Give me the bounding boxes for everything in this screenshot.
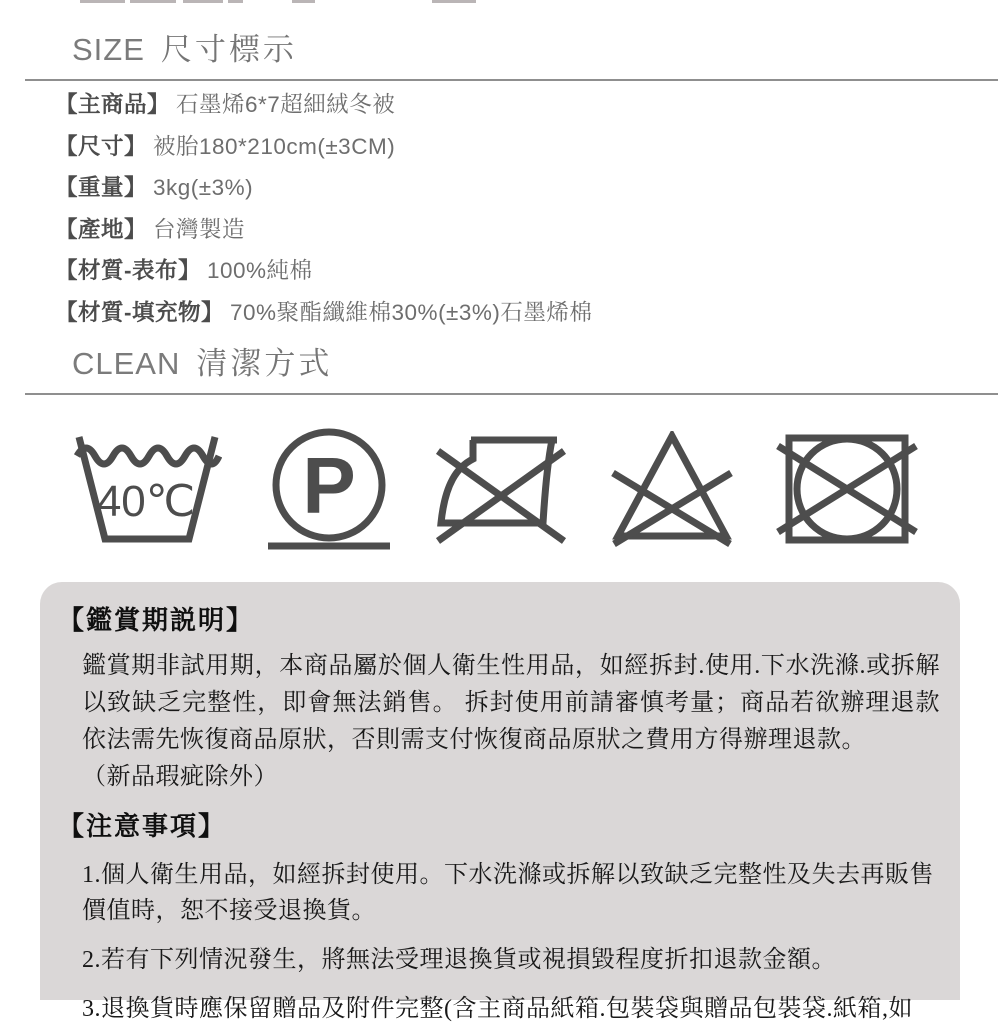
spec-label: 【材質-填充物】 bbox=[55, 299, 224, 325]
appreciation-period-body: 鑑賞期非試用期，本商品屬於個人衛生性用品，如經拆封.使用.下水洗滌.或拆解以致缺乏完整性，即會無法銷售。 拆封使用前請審慎考量；商品若欲辦理退款依法需先恢復商品原狀，否則需支付恢復商品原狀之費用方得辦理退款。 bbox=[82, 653, 940, 753]
clean-section-divider bbox=[25, 393, 998, 395]
spec-row-origin bbox=[55, 209, 975, 251]
spec-label: 【材質-表布】 bbox=[55, 258, 201, 283]
dry-clean-p-underline-icon bbox=[266, 427, 392, 551]
laundry-care-icons bbox=[70, 424, 918, 554]
size-title-zh: 尺寸標示 bbox=[160, 32, 297, 67]
spec-label: 【重量】 bbox=[55, 175, 148, 200]
spec-label: 【尺寸】 bbox=[55, 133, 148, 159]
clean-title-zh: 清潔方式 bbox=[196, 346, 333, 381]
spec-row-material-cover bbox=[55, 250, 975, 292]
spec-value: 台灣製造 bbox=[153, 216, 246, 242]
spec-row-main-product bbox=[55, 84, 975, 126]
clean-title-en: CLEAN bbox=[72, 346, 181, 381]
size-section-title bbox=[72, 24, 1000, 69]
precaution-item-3: 3.退換貨時應保留贈品及附件完整(含主商品紙箱.包裝袋與贈品包裝袋.紙箱,如 bbox=[82, 996, 913, 1022]
clean-section bbox=[0, 338, 1000, 395]
spec-label: 【主商品】 bbox=[55, 92, 171, 117]
spec-row-material-filling bbox=[55, 292, 975, 334]
size-section-divider bbox=[25, 79, 998, 81]
spec-row-dimensions bbox=[55, 126, 975, 168]
do-not-tumble-dry-icon bbox=[776, 431, 918, 547]
spec-value: 70%聚酯纖維棉30%(±3%)石墨烯棉 bbox=[230, 299, 593, 325]
do-not-bleach-icon bbox=[611, 431, 733, 547]
spec-value: 100%純棉 bbox=[207, 258, 313, 283]
clean-section-title bbox=[72, 338, 1000, 383]
do-not-iron-icon bbox=[435, 432, 567, 546]
precaution-item-1: 1.個人衛生用品，如經拆封使用。下水洗滌或拆解以致缺乏完整性及失去再販售價值時，恕不接受退換貨。 bbox=[82, 862, 934, 924]
appreciation-period-heading: 【鑑賞期説明】 bbox=[58, 606, 255, 635]
spec-value: 石墨烯6*7超細絨冬被 bbox=[176, 92, 396, 117]
dry-clean-letter: P bbox=[301, 441, 356, 530]
product-spec-list bbox=[55, 84, 975, 333]
spec-row-weight bbox=[55, 167, 975, 209]
wash-40c-icon bbox=[70, 434, 222, 544]
appreciation-period-note: （新品瑕疵除外） bbox=[82, 764, 278, 790]
wash-temp-label: 40℃ bbox=[96, 477, 196, 526]
precautions-heading: 【注意事項】 bbox=[58, 812, 227, 841]
size-title-en: SIZE bbox=[72, 32, 145, 67]
spec-value: 3kg(±3%) bbox=[153, 175, 254, 200]
spec-label: 【產地】 bbox=[55, 216, 148, 242]
size-section bbox=[0, 24, 1000, 81]
notice-box bbox=[40, 582, 960, 1022]
spec-value: 被胎180*210cm(±3CM) bbox=[153, 133, 396, 159]
precaution-item-2: 2.若有下列情況發生，將無法受理退換貨或視損毀程度折扣退款金額。 bbox=[82, 947, 836, 973]
